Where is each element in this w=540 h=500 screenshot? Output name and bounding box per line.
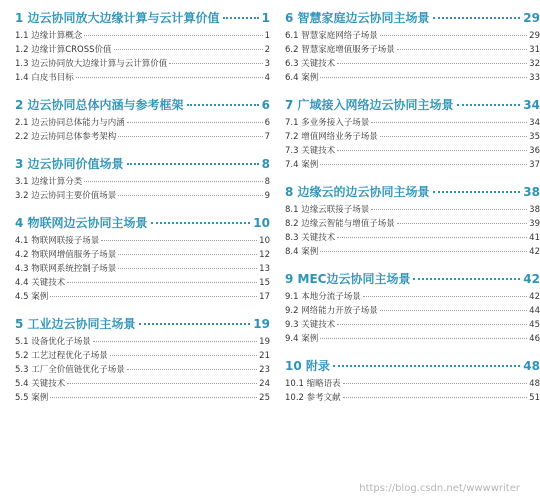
- toc-leader-dots: [101, 240, 257, 241]
- toc-leader-dots: [139, 323, 251, 325]
- toc-chapter-heading[interactable]: [15, 317, 270, 332]
- toc-entry-label: 6.2 智慧家庭增值服务子场景: [285, 45, 395, 55]
- toc-entry[interactable]: [15, 175, 270, 189]
- toc-entry-page: 35: [529, 132, 540, 142]
- toc-leader-dots: [76, 77, 263, 78]
- toc-entry-label: 4.2 物联网增值服务子场景: [15, 250, 117, 260]
- toc-chapter-page: 6: [261, 98, 270, 112]
- toc-entry-page: 33: [529, 73, 540, 83]
- toc-entry[interactable]: [285, 332, 540, 346]
- toc-chapter-title: 3 边云协同价值场景: [15, 157, 124, 171]
- toc-entry[interactable]: [15, 349, 270, 363]
- toc-entry-page: 37: [529, 160, 540, 170]
- toc-entry-page: 25: [259, 393, 270, 403]
- toc-chapter-page: 10: [253, 216, 270, 230]
- toc-entry[interactable]: [15, 57, 270, 71]
- toc-leader-dots: [371, 122, 527, 123]
- toc-entry-label: 9.3 关键技术: [285, 320, 336, 330]
- toc-entry-label: 2.1 边云协同总体能力与内涵: [15, 118, 125, 128]
- toc-leader-dots: [84, 35, 262, 36]
- toc-entry-label: 10.1 缩略语表: [285, 379, 341, 389]
- toc-entry[interactable]: [285, 57, 540, 71]
- toc-entry-list: [15, 116, 270, 144]
- toc-chapter-page: 29: [523, 11, 540, 25]
- toc-entry[interactable]: [15, 234, 270, 248]
- toc-entry-list: [285, 377, 540, 405]
- toc-entry-label: 8.2 边缘云智能与增值子场景: [285, 219, 395, 229]
- toc-entry[interactable]: [15, 248, 270, 262]
- toc-chapter-page: 48: [523, 359, 540, 373]
- toc-entry-page: 15: [259, 278, 270, 288]
- toc-leader-dots: [433, 17, 521, 19]
- toc-leader-dots: [320, 77, 527, 78]
- toc-entry[interactable]: [15, 363, 270, 377]
- toc-entry[interactable]: [285, 290, 540, 304]
- toc-entry[interactable]: [15, 189, 270, 203]
- toc-entry-label: 6.3 关键技术: [285, 59, 336, 69]
- toc-entry-page: 51: [529, 393, 540, 403]
- toc-entry-label: 8.3 关键技术: [285, 233, 336, 243]
- toc-leader-dots: [50, 397, 257, 398]
- toc-entry-page: 3: [264, 59, 270, 69]
- toc-entry-label: 10.2 参考文献: [285, 393, 341, 403]
- toc-entry[interactable]: [285, 377, 540, 391]
- toc-leader-dots: [380, 136, 527, 137]
- toc-leader-dots: [337, 150, 527, 151]
- toc-entry-page: 21: [259, 351, 270, 361]
- toc-leader-dots: [50, 296, 257, 297]
- toc-entry-page: 39: [529, 219, 540, 229]
- toc-entry-page: 24: [259, 379, 270, 389]
- toc-entry-page: 17: [259, 292, 270, 302]
- toc-section: [15, 317, 270, 405]
- toc-chapter-heading[interactable]: [285, 185, 540, 200]
- toc-chapter-heading[interactable]: [285, 98, 540, 113]
- toc-entry[interactable]: [285, 391, 540, 405]
- toc-section: [285, 359, 540, 405]
- toc-chapter-page: 38: [523, 185, 540, 199]
- toc-section: [15, 216, 270, 304]
- toc-entry-label: 3.2 边云协同主要价值场景: [15, 191, 117, 201]
- toc-entry-page: 46: [529, 334, 540, 344]
- toc-entry[interactable]: [15, 262, 270, 276]
- toc-entry-list: [15, 175, 270, 203]
- toc-entry-page: 12: [259, 250, 270, 260]
- toc-entry-page: 4: [264, 73, 270, 83]
- toc-leader-dots: [380, 310, 527, 311]
- toc-entry-page: 38: [529, 205, 540, 215]
- toc-entry[interactable]: [285, 318, 540, 332]
- toc-leader-dots: [114, 49, 263, 50]
- toc-entry-page: 32: [529, 59, 540, 69]
- toc-entry-page: 48: [529, 379, 540, 389]
- toc-leader-dots: [67, 282, 257, 283]
- toc-chapter-page: 42: [523, 272, 540, 286]
- toc-leader-dots: [127, 163, 259, 165]
- toc-entry-label: 9.4 案例: [285, 334, 319, 344]
- toc-entry-label: 1.1 边缘计算概念: [15, 31, 83, 41]
- toc-chapter-heading[interactable]: [285, 359, 540, 374]
- toc-chapter-heading[interactable]: [285, 11, 540, 26]
- toc-entry-page: 45: [529, 320, 540, 330]
- toc-entry-page: 2: [264, 45, 270, 55]
- toc-leader-dots: [93, 341, 257, 342]
- toc-entry-label: 9.1 本地分流子场景: [285, 292, 361, 302]
- toc-chapter-title: 1 边云协同放大边缘计算与云计算价值: [15, 11, 220, 25]
- toc-entry-page: 7: [264, 132, 270, 142]
- toc-entry-list: [285, 29, 540, 85]
- toc-leader-dots: [118, 254, 257, 255]
- toc-leader-dots: [127, 122, 263, 123]
- toc-left-column: [15, 11, 270, 418]
- toc-leader-dots: [223, 17, 259, 19]
- toc-chapter-title: 10 附录: [285, 359, 330, 373]
- toc-leader-dots: [337, 324, 527, 325]
- toc-entry-page: 8: [264, 177, 270, 187]
- toc-leader-dots: [187, 104, 259, 106]
- toc-entry-list: [15, 234, 270, 304]
- toc-leader-dots: [433, 191, 521, 193]
- toc-section: [285, 11, 540, 85]
- toc-entry-label: 7.2 增值网络业务子场景: [285, 132, 378, 142]
- toc-entry-label: 5.1 设备优化子场景: [15, 337, 91, 347]
- toc-chapter-title: 2 边云协同总体内涵与参考框架: [15, 98, 184, 112]
- toc-leader-dots: [397, 49, 527, 50]
- toc-leader-dots: [413, 278, 520, 280]
- toc-section: [15, 98, 270, 144]
- toc-chapter-heading[interactable]: [15, 11, 270, 26]
- toc-leader-dots: [337, 237, 527, 238]
- toc-entry[interactable]: [285, 71, 540, 85]
- toc-section: [15, 11, 270, 85]
- toc-entry-page: 1: [264, 31, 270, 41]
- toc-entry[interactable]: [15, 276, 270, 290]
- toc-entry-label: 7.1 多业务接入子场景: [285, 118, 370, 128]
- toc-leader-dots: [320, 251, 527, 252]
- toc-leader-dots: [118, 136, 262, 137]
- toc-entry-label: 6.4 案例: [285, 73, 319, 83]
- toc-leader-dots: [380, 35, 527, 36]
- toc-entry-page: 13: [259, 264, 270, 274]
- toc-chapter-title: 4 物联网边云协同主场景: [15, 216, 148, 230]
- toc-entry-label: 1.2 边缘计算CROSS价值: [15, 45, 112, 55]
- toc-leader-dots: [457, 104, 521, 106]
- toc-entry[interactable]: [15, 71, 270, 85]
- toc-entry[interactable]: [285, 203, 540, 217]
- toc-chapter-title: 7 广域接入网络边云协同主场景: [285, 98, 454, 112]
- toc-leader-dots: [320, 164, 527, 165]
- toc-leader-dots: [151, 222, 251, 224]
- toc-entry-label: 6.1 智慧家庭网络子场景: [285, 31, 378, 41]
- toc-entry-page: 10: [259, 236, 270, 246]
- toc-entry[interactable]: [285, 304, 540, 318]
- toc-entry[interactable]: [15, 29, 270, 43]
- toc-entry-label: 3.1 边缘计算分类: [15, 177, 83, 187]
- toc-chapter-page: 1: [261, 11, 270, 25]
- toc-entry[interactable]: [285, 158, 540, 172]
- toc-entry-page: 44: [529, 306, 540, 316]
- toc-entry-label: 5.2 工艺过程优化子场景: [15, 351, 108, 361]
- toc-leader-dots: [118, 195, 262, 196]
- toc-entry-page: 6: [264, 118, 270, 128]
- watermark: https://blog.csdn.net/wwwwriter: [359, 483, 520, 494]
- toc-leader-dots: [127, 369, 257, 370]
- toc-leader-dots: [169, 63, 262, 64]
- toc-entry[interactable]: [15, 130, 270, 144]
- toc-entry[interactable]: [285, 231, 540, 245]
- toc-entry-page: 36: [529, 146, 540, 156]
- toc-entry-list: [15, 29, 270, 85]
- toc-chapter-page: 8: [261, 157, 270, 171]
- toc-leader-dots: [343, 397, 528, 398]
- toc-entry[interactable]: [285, 245, 540, 259]
- toc-leader-dots: [337, 63, 527, 64]
- toc-right-column: [285, 11, 540, 418]
- toc-entry[interactable]: [15, 377, 270, 391]
- toc-leader-dots: [363, 296, 527, 297]
- toc-entry-page: 29: [529, 31, 540, 41]
- toc-leader-dots: [333, 365, 520, 367]
- toc-entry-label: 5.4 关键技术: [15, 379, 66, 389]
- toc-entry-page: 31: [529, 45, 540, 55]
- toc-entry-list: [15, 335, 270, 405]
- toc-entry-page: 34: [529, 118, 540, 128]
- toc-entry[interactable]: [15, 290, 270, 304]
- toc-entry[interactable]: [285, 144, 540, 158]
- toc-chapter-heading[interactable]: [15, 157, 270, 172]
- toc-entry-label: 1.4 白皮书目标: [15, 73, 74, 83]
- toc-entry-label: 9.2 网络能力开放子场景: [285, 306, 378, 316]
- toc-entry-page: 23: [259, 365, 270, 375]
- toc-entry-label: 2.2 边云协同总体参考架构: [15, 132, 117, 142]
- toc-entry-label: 4.5 案例: [15, 292, 49, 302]
- toc-entry-label: 8.4 案例: [285, 247, 319, 257]
- toc-leader-dots: [84, 181, 262, 182]
- toc-chapter-page: 19: [253, 317, 270, 331]
- toc-chapter-title: 8 边缘云的边云协同主场景: [285, 185, 430, 199]
- toc-entry-label: 8.1 边缘云联接子场景: [285, 205, 370, 215]
- toc-chapter-title: 6 智慧家庭边云协同主场景: [285, 11, 430, 25]
- toc-leader-dots: [397, 223, 527, 224]
- toc-leader-dots: [320, 338, 527, 339]
- toc-chapter-title: 5 工业边云协同主场景: [15, 317, 136, 331]
- toc-entry-list: [285, 116, 540, 172]
- toc-section: [285, 185, 540, 259]
- toc-entry-label: 5.5 案例: [15, 393, 49, 403]
- toc-chapter-heading[interactable]: [15, 216, 270, 231]
- toc-section: [285, 272, 540, 346]
- toc-chapter-title: 9 MEC边云协同主场景: [285, 272, 411, 286]
- toc-entry-label: 7.4 案例: [285, 160, 319, 170]
- toc-entry-list: [285, 203, 540, 259]
- toc-entry-label: 5.3 工厂全价值链优化子场景: [15, 365, 125, 375]
- toc-entry[interactable]: [15, 116, 270, 130]
- toc-entry[interactable]: [285, 29, 540, 43]
- toc-chapter-page: 34: [523, 98, 540, 112]
- toc-entry-page: 42: [529, 247, 540, 257]
- toc-entry-label: 4.4 关键技术: [15, 278, 66, 288]
- toc-leader-dots: [343, 383, 528, 384]
- toc-leader-dots: [67, 383, 257, 384]
- toc-chapter-heading[interactable]: [15, 98, 270, 113]
- toc-entry-label: 4.3 物联网系统控制子场景: [15, 264, 117, 274]
- toc-entry[interactable]: [15, 391, 270, 405]
- toc-section: [285, 98, 540, 172]
- toc-section: [15, 157, 270, 203]
- toc-entry[interactable]: [15, 43, 270, 57]
- toc-entry-label: 4.1 物联网联接子场景: [15, 236, 100, 246]
- toc-entry-list: [285, 290, 540, 346]
- toc-leader-dots: [371, 209, 527, 210]
- toc-leader-dots: [110, 355, 257, 356]
- toc-entry[interactable]: [285, 43, 540, 57]
- toc-chapter-heading[interactable]: [285, 272, 540, 287]
- toc-entry-label: 1.3 边云协同放大边缘计算与云计算价值: [15, 59, 168, 69]
- toc-entry-page: 42: [529, 292, 540, 302]
- toc-entry[interactable]: [285, 130, 540, 144]
- toc-entry-page: 9: [264, 191, 270, 201]
- toc-leader-dots: [118, 268, 257, 269]
- toc-entry[interactable]: [285, 217, 540, 231]
- toc-entry-label: 7.3 关键技术: [285, 146, 336, 156]
- toc-entry-page: 19: [259, 337, 270, 347]
- toc-entry-page: 41: [529, 233, 540, 243]
- toc-entry[interactable]: [15, 335, 270, 349]
- toc-entry[interactable]: [285, 116, 540, 130]
